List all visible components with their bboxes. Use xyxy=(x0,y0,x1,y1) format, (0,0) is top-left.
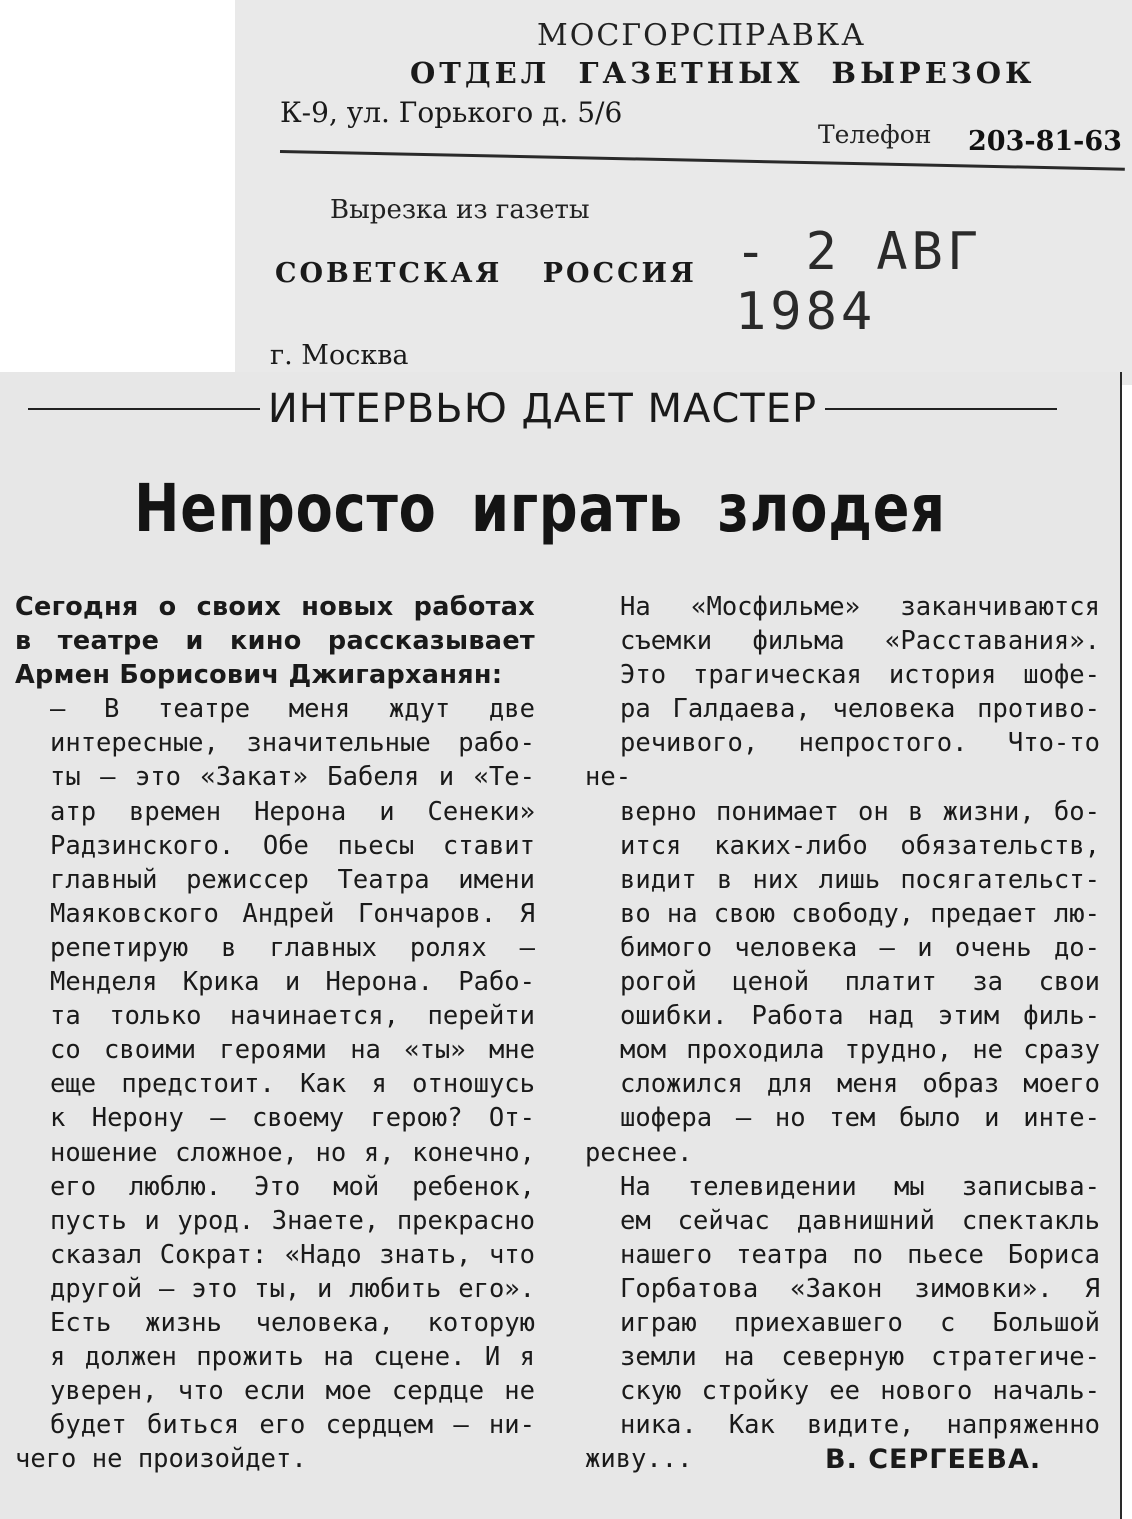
body-paragraph-end xyxy=(585,1136,1100,1170)
text-line: со своими героями на «ты» мне xyxy=(50,1035,535,1066)
department-name: ОТДЕЛ ГАЗЕТНЫХ ВЫРЕЗОК xyxy=(410,56,1036,90)
text-line: уверен, что если мое сердце не xyxy=(50,1376,535,1407)
text-line: я должен прожить на сцене. И я xyxy=(50,1342,535,1373)
text-line: ошибки. Работа над этим филь- xyxy=(620,1001,1100,1032)
text-line: ты — это «Закат» Бабеля и «Те- xyxy=(50,762,535,793)
text-line: репетирую в главных ролях — xyxy=(50,932,535,963)
text-line: будет биться его сердцем — ни- xyxy=(50,1410,535,1441)
newspaper-name: СОВЕТСКАЯ РОССИЯ xyxy=(275,258,697,289)
text-line: нашего театра по пьесе Бориса xyxy=(620,1239,1100,1270)
address: К-9, ул. Горького д. 5/6 xyxy=(280,96,623,129)
text-line: Сегодня о своих новых работах xyxy=(15,592,535,622)
text-line: Радзинского. Обе пьесы ставит xyxy=(50,830,535,861)
text-line: ра Галдаева, человека противо- xyxy=(620,694,1100,725)
text-line: ника. Как видите, напряженно xyxy=(620,1410,1100,1441)
text-line: главный режиссер Театра имени xyxy=(50,864,535,895)
text-line: Горбатова «Закон зимовки». Я xyxy=(620,1273,1100,1304)
text-line: На телевидении мы записыва- xyxy=(620,1171,1100,1202)
text-line: пусть и урод. Знаете, прекрасно xyxy=(50,1205,535,1236)
text-line: играю приехавшего с Большой xyxy=(620,1307,1100,1338)
text-line: земли на северную стратегиче- xyxy=(620,1342,1100,1373)
text-line: ношение сложное, но я, конечно, xyxy=(50,1137,535,1168)
org-name: МОСГОРСПРАВКА xyxy=(537,18,866,53)
text-line: шофера — но тем было и инте- xyxy=(620,1103,1100,1134)
lead-paragraph-end xyxy=(15,658,535,692)
text-line: речивого, непростого. Что-то не- xyxy=(585,728,1100,793)
phone-label: Телефон xyxy=(818,120,932,149)
text-line: сложился для меня образ моего xyxy=(620,1069,1100,1100)
text-line: видит в них лишь посягательст- xyxy=(620,864,1100,895)
text-line: ится каких-либо обязательств, xyxy=(620,830,1100,861)
date-stamp: - 2 АВГ 1984 xyxy=(735,222,983,342)
rubric-rule-right xyxy=(825,408,1057,410)
text-line: ем сейчас давнишний спектакль xyxy=(620,1205,1100,1236)
rubric-rule-left xyxy=(28,408,260,410)
body-paragraph xyxy=(585,1170,1100,1443)
rubric xyxy=(20,384,1065,434)
text-line: съемки фильма «Расставания». xyxy=(620,626,1100,657)
lead-paragraph xyxy=(15,590,535,658)
cutting-from-label: Вырезка из газеты xyxy=(330,195,590,225)
text-line: его люблю. Это мой ребенок, xyxy=(50,1171,535,1202)
body-paragraph xyxy=(15,692,535,1442)
text-line: в театре и кино рассказывает xyxy=(15,626,535,657)
text-line: к Нерону — своему герою? От- xyxy=(50,1103,535,1134)
headline: Непросто играть злодея xyxy=(134,470,946,547)
text-line: живу... xyxy=(585,1444,693,1475)
text-line: Менделя Крика и Нерона. Рабо- xyxy=(50,967,535,998)
body-paragraph-end xyxy=(15,1442,535,1476)
text-line: Маяковского Андрей Гончаров. Я xyxy=(50,898,535,929)
text-line: мом проходила трудно, не сразу xyxy=(620,1035,1100,1066)
text-line: верно понимает он в жизни, бо- xyxy=(620,796,1100,827)
text-line: во на свою свободу, предает лю- xyxy=(620,898,1100,929)
text-line: рогой ценой платит за свои xyxy=(620,967,1100,998)
text-line: реснее. xyxy=(585,1137,693,1168)
text-line: еще предстоит. Как я отношусь xyxy=(50,1069,535,1100)
rubric-title: ИНТЕРВЬЮ ДАЕТ МАСТЕР xyxy=(267,386,818,432)
text-line: чего не произойдет. xyxy=(15,1444,307,1475)
text-line: другой — это ты, и любить его». xyxy=(50,1273,535,1304)
article-column-left xyxy=(15,590,535,1476)
text-line: Армен Борисович Джигарханян: xyxy=(15,660,503,691)
text-line: сказал Сократ: «Надо знать, что xyxy=(50,1239,535,1270)
text-line: На «Мосфильме» заканчиваются xyxy=(620,592,1100,622)
author-signature: В. СЕРГЕЕВА. xyxy=(825,1444,1042,1475)
phone-number: 203-81-63 xyxy=(968,126,1122,157)
text-line: интересные, значительные рабо- xyxy=(50,728,535,759)
text-line: — В театре меня ждут две xyxy=(50,694,535,725)
text-line: Есть жизнь человека, которую xyxy=(50,1307,535,1338)
article-column-right xyxy=(585,590,1100,1476)
text-line: Это трагическая история шофе- xyxy=(620,660,1100,691)
text-line: скую стройку ее нового началь- xyxy=(620,1376,1100,1407)
text-line: бимого человека — и очень до- xyxy=(620,932,1100,963)
text-line: атр времен Нерона и Сенеки» xyxy=(50,796,535,827)
newspaper-clipping xyxy=(0,372,1122,1519)
text-line: та только начинается, перейти xyxy=(50,1001,535,1032)
body-paragraph xyxy=(585,590,1100,1136)
city: г. Москва xyxy=(270,340,409,371)
